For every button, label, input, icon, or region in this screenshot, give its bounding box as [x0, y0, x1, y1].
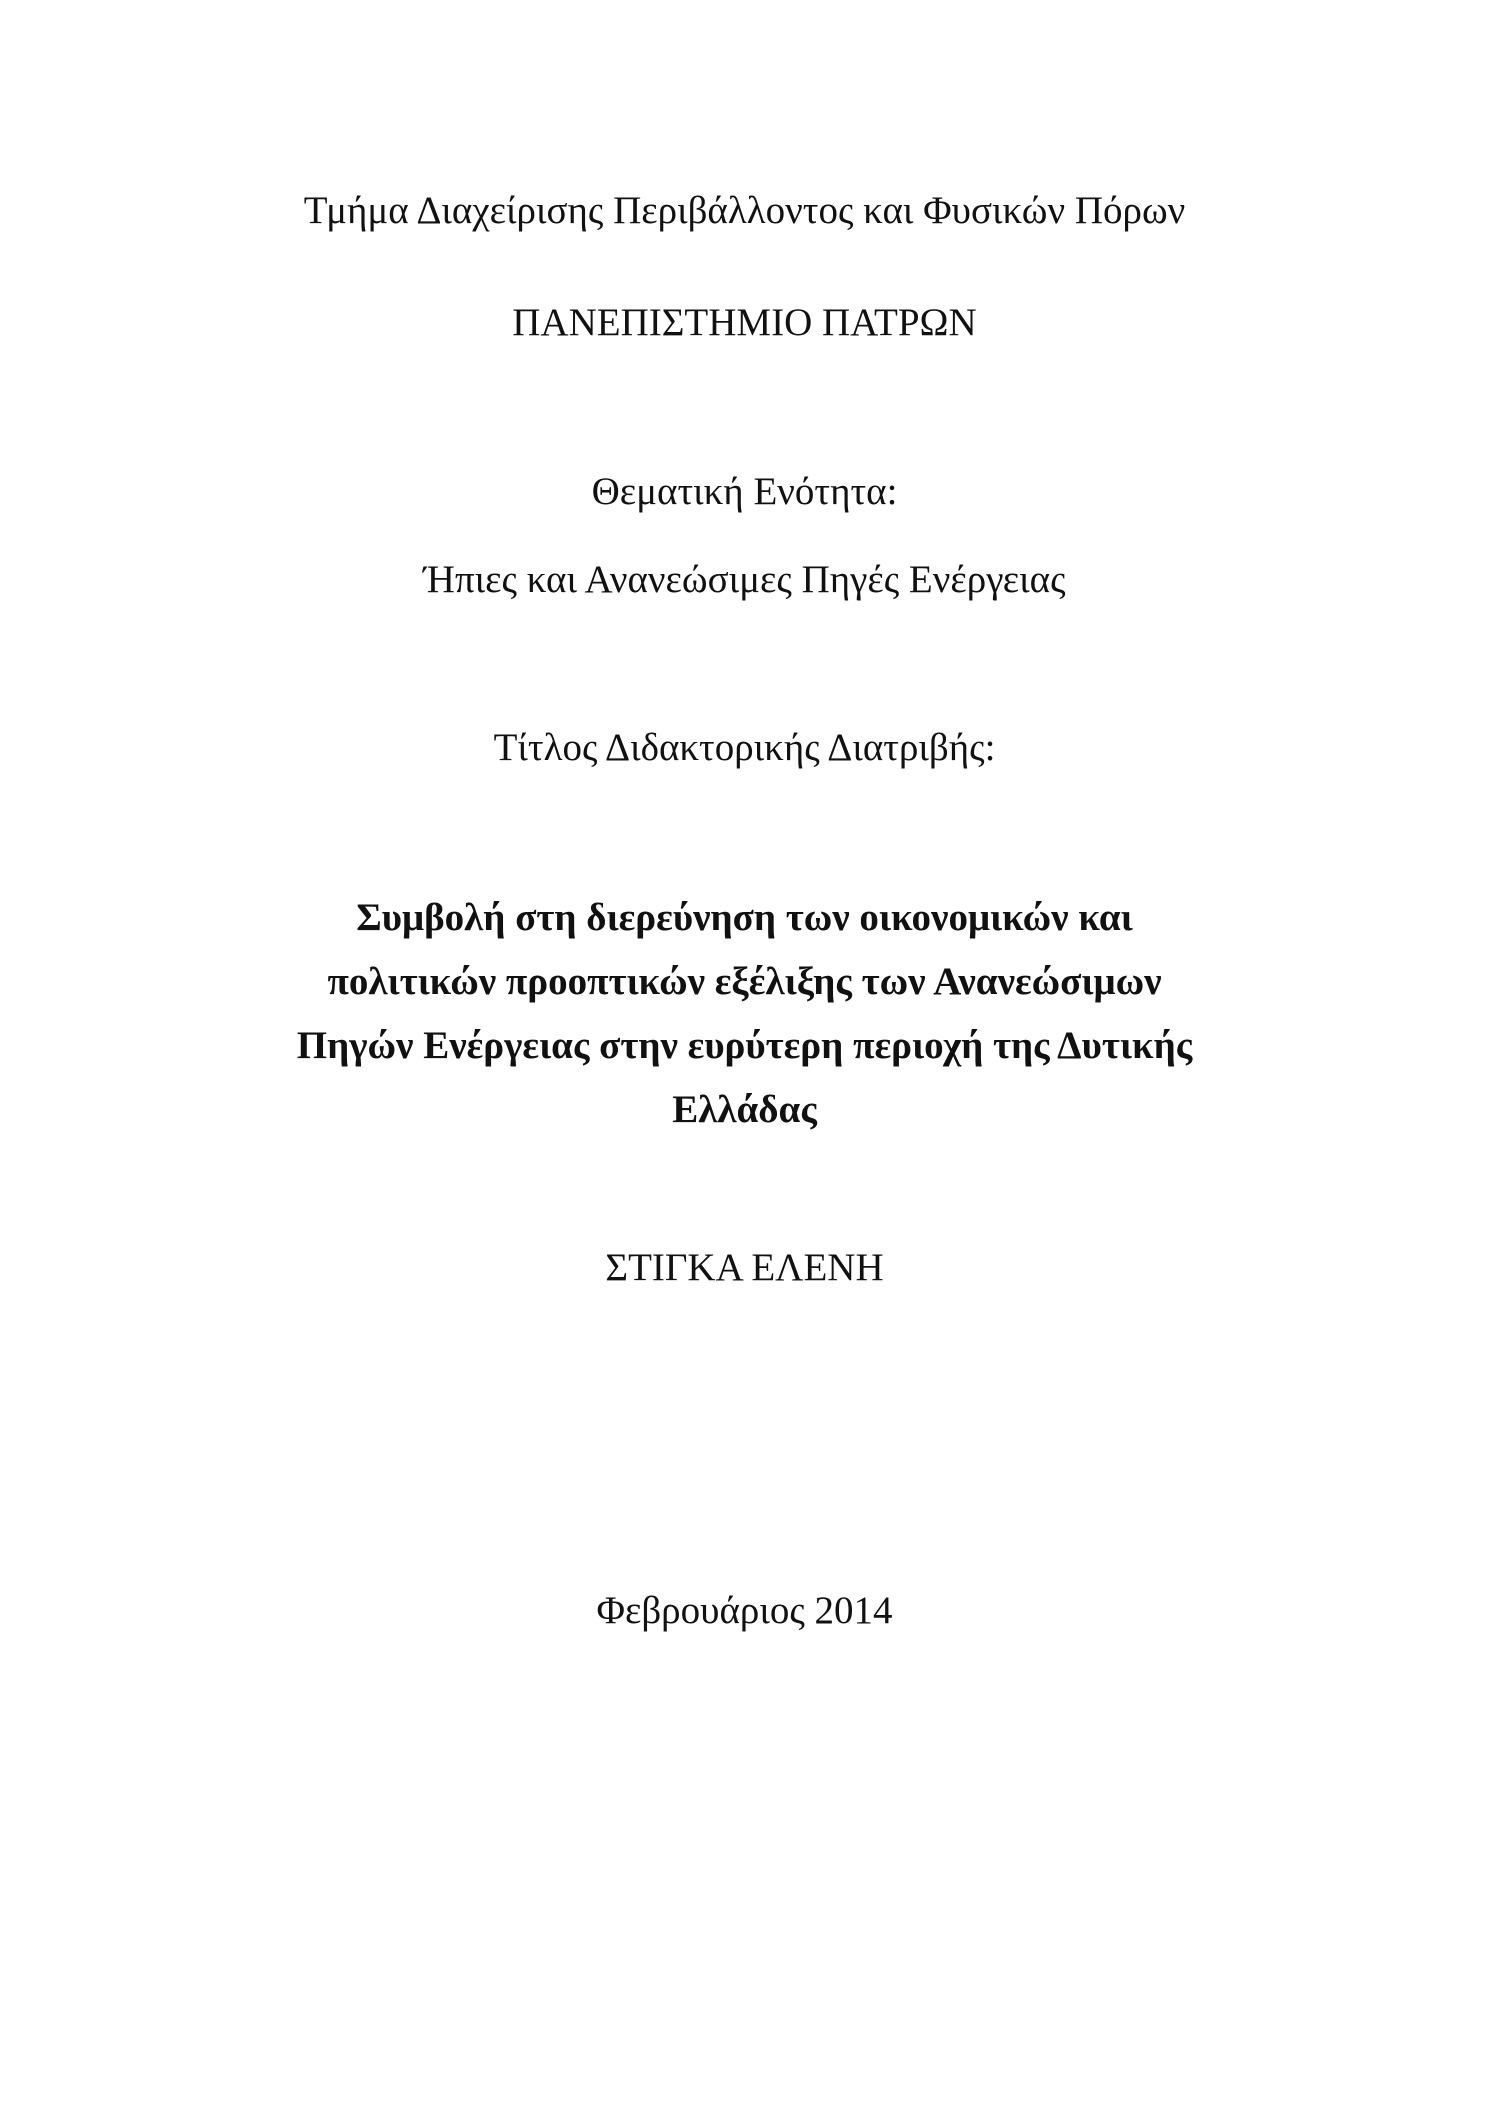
- thesis-title-line: Ελλάδας: [672, 1088, 817, 1131]
- thesis-label: Τίτλος Διδακτορικής Διατριβής:: [493, 726, 996, 769]
- thematic-value: Ήπιες και Ανανεώσιμες Πηγές Ενέργειας: [423, 558, 1066, 601]
- thesis-title-line: Πηγών Ενέργειας στην ευρύτερη περιοχή της Δυτικής: [296, 1024, 1193, 1067]
- department-name: Τμήμα Διαχείρισης Περιβάλλοντος και Φυσικών Πόρων: [303, 189, 1186, 232]
- thematic-label: Θεματική Ενότητα:: [591, 470, 898, 513]
- university-name: ΠΑΝΕΠΙΣΤΗΜΙΟ ΠΑΤΡΩΝ: [512, 301, 977, 344]
- thesis-title-line: πολιτικών προοπτικών εξέλιξης των Ανανεώσιμων: [327, 960, 1162, 1003]
- thesis-title: [0, 886, 1489, 1142]
- thesis-title-line: Συμβολή στη διερεύνηση των οικονομικών και: [356, 896, 1133, 939]
- date: Φεβρουάριος 2014: [596, 1589, 893, 1632]
- author-name: ΣΤΙΓΚΑ ΕΛΕΝΗ: [605, 1246, 884, 1289]
